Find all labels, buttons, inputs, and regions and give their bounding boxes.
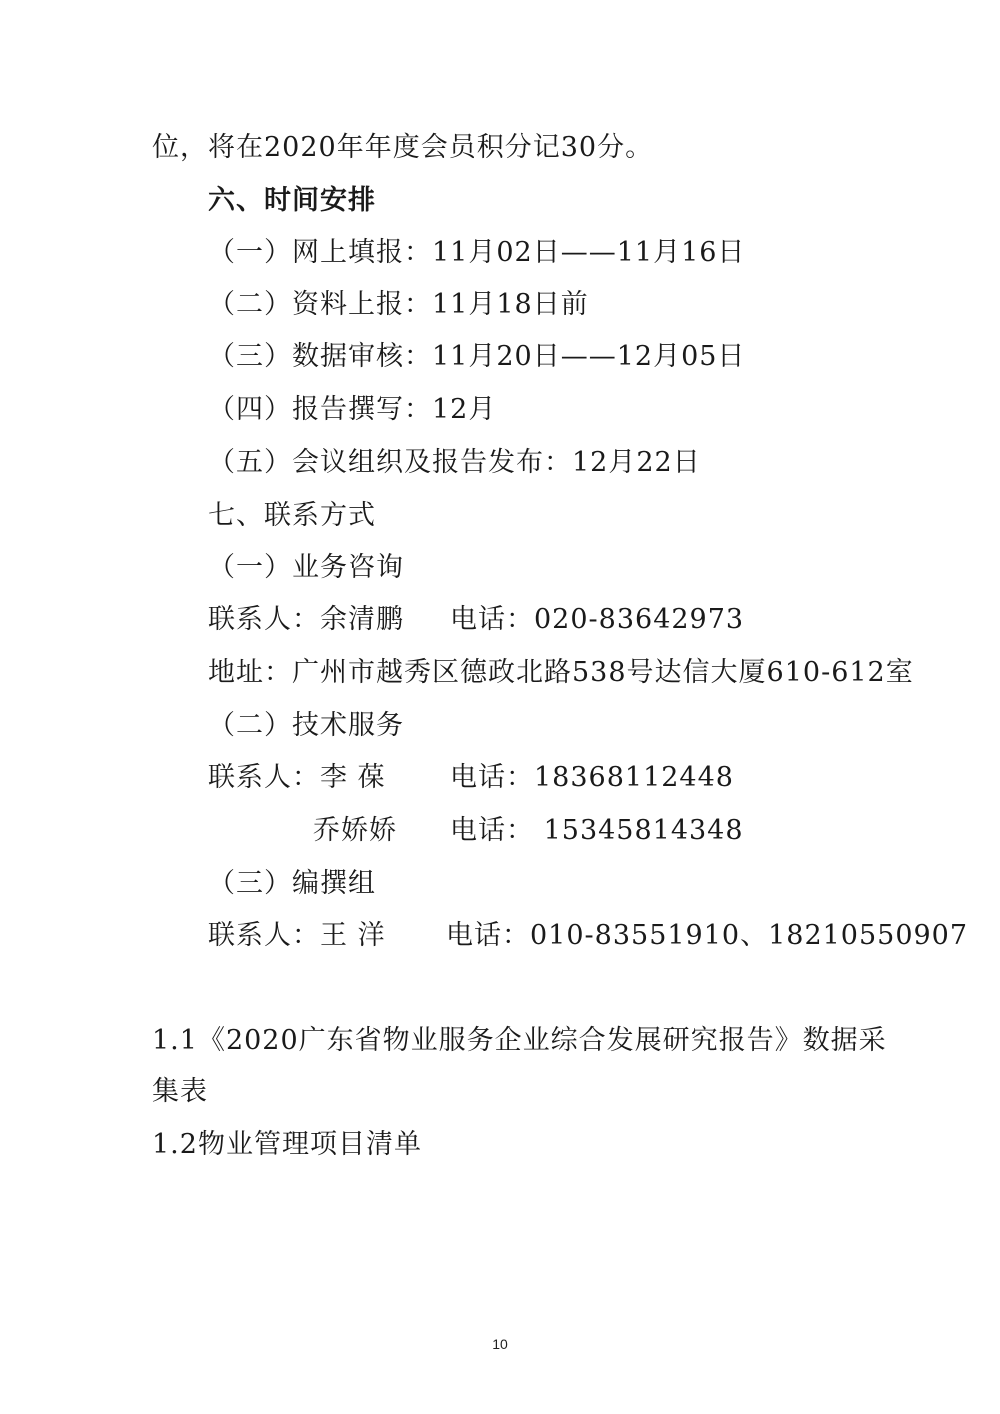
tech-phone-2: 电话： 15345814348 xyxy=(450,815,744,846)
tech-person-1: 联系人：李 葆 xyxy=(208,762,386,793)
business-title: （一）业务咨询 xyxy=(208,552,404,583)
attachment-item-1-continued: 集表 xyxy=(152,1076,208,1107)
business-phone: 电话：020-83642973 xyxy=(450,604,745,635)
schedule-item: （一）网上填报：11月02日——11月16日 xyxy=(208,237,746,268)
schedule-heading: 六、时间安排 xyxy=(208,185,376,216)
tech-title: （二）技术服务 xyxy=(208,710,404,741)
editorial-phone: 电话：010-83551910、18210550907 xyxy=(446,920,969,951)
page-number: 10 xyxy=(492,1336,508,1352)
schedule-item: （四）报告撰写：12月 xyxy=(208,394,497,425)
business-address: 地址：广州市越秀区德政北路538号达信大厦610-612室 xyxy=(208,657,914,688)
tech-phone-1: 电话：18368112448 xyxy=(450,762,734,793)
attachment-item-1: 1.1《2020广东省物业服务企业综合发展研究报告》数据采 xyxy=(152,1025,887,1056)
business-person: 联系人：余清鹏 xyxy=(208,604,404,635)
editorial-title: （三）编撰组 xyxy=(208,868,376,899)
continuation-paragraph: 位，将在2020年年度会员积分记30分。 xyxy=(152,132,654,163)
contact-heading: 七、联系方式 xyxy=(208,500,376,531)
schedule-item: （五）会议组织及报告发布：12月22日 xyxy=(208,447,701,478)
schedule-item: （三）数据审核：11月20日——12月05日 xyxy=(208,341,746,372)
editorial-person: 联系人：王 洋 xyxy=(208,920,386,951)
attachment-item-2: 1.2物业管理项目清单 xyxy=(152,1129,422,1160)
tech-person-2: 乔娇娇 xyxy=(313,815,397,846)
schedule-item: （二）资料上报：11月18日前 xyxy=(208,289,589,320)
